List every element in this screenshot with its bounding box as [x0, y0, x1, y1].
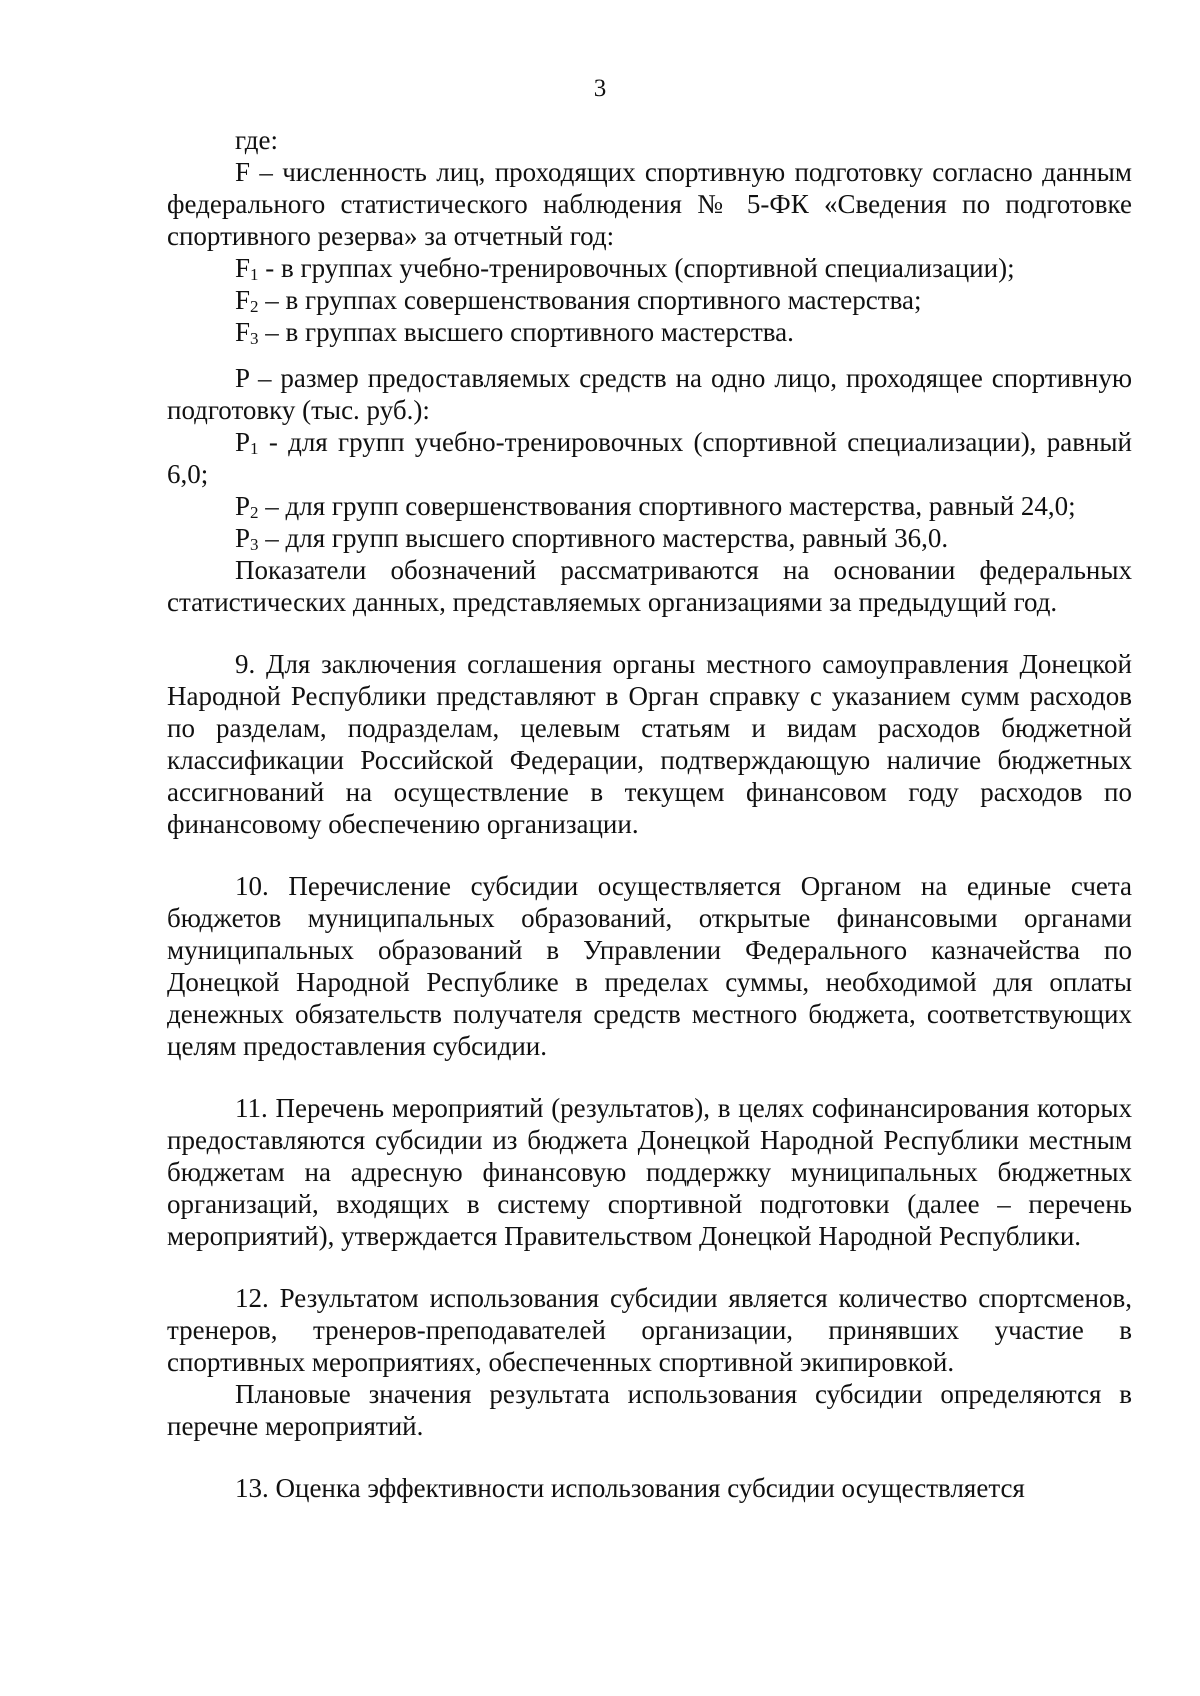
paragraph-f-definition: F – численность лиц, проходящих спортивную подготовку согласно данным федерального статистического наблюдения № 5-ФК «Сведения по подготовке спортивного резерва» за отчетный год:: [167, 157, 1132, 251]
f1-symbol: F: [235, 253, 251, 283]
p2-symbol: P: [235, 491, 251, 521]
paragraph-item-12: 12. Результатом использования субсидии является количество спортсменов, тренеров, тренеров-преподавателей организации, принявших участие в спортивных мероприятиях, обеспеченных спортивной экипировкой.: [167, 1283, 1132, 1377]
paragraph-indicators: Показатели обозначений рассматриваются на основании федеральных статистических данных, представляемых организациями за предыдущий год.: [167, 555, 1132, 617]
p2-subscript: 2: [250, 503, 259, 522]
paragraph-item-10: 10. Перечисление субсидии осуществляется Органом на единые счета бюджетов муниципальных образований, открытые финансовыми органами муниципальных образований в Управлении Федерального казначейства по Донецкой Народной Республике в пределах суммы, необходимой для оплаты денежных обязательств получателя средств местного бюджета, соответствующих целям предоставления субсидии.: [167, 871, 1132, 1061]
paragraph-f1: [167, 252, 1132, 284]
document-body: [167, 124, 1132, 1504]
p2-text: – для групп совершенствования спортивного мастерства, равный 24,0;: [258, 491, 1076, 521]
f1-text: - в группах учебно-тренировочных (спортивной специализации);: [258, 253, 1015, 283]
f3-text: – в группах высшего спортивного мастерства.: [258, 317, 794, 347]
page-number: 3: [593, 75, 607, 102]
f3-symbol: F: [235, 317, 251, 347]
p3-symbol: P: [235, 523, 251, 553]
paragraph-item-13: 13. Оценка эффективности использования субсидии осуществляется: [235, 1473, 1025, 1503]
f2-text: – в группах совершенствования спортивного мастерства;: [258, 285, 922, 315]
paragraph-where: где:: [235, 125, 278, 155]
p1-text: - для групп учебно-тренировочных (спортивной специализации), равный 6,0;: [167, 427, 1132, 489]
p1-symbol: P: [235, 427, 251, 457]
paragraph-f2: [167, 284, 1132, 316]
f3-subscript: 3: [250, 329, 259, 348]
paragraph-item-9: 9. Для заключения соглашения органы местного самоуправления Донецкой Народной Республики представляют в Орган справку с указанием сумм расходов по разделам, подразделам, целевым статьям и видам расходов бюджетной классификации Российской Федерации, подтверждающую наличие бюджетных ассигнований на осуществление в текущем финансовом году расходов по финансовому обеспечению организации.: [167, 649, 1132, 839]
paragraph-item-11: 11. Перечень мероприятий (результатов), в целях софинансирования которых предоставляются субсидии из бюджета Донецкой Народной Республики местным бюджетам на адресную финансовую поддержку муниципальных бюджетных организаций, входящих в систему спортивной подготовки (далее – перечень мероприятий), утверждается Правительством Донецкой Народной Республики.: [167, 1093, 1132, 1251]
paragraph-p2: [167, 490, 1132, 522]
paragraph-p-definition: P – размер предоставляемых средств на одно лицо, проходящее спортивную подготовку (тыс. руб.):: [167, 363, 1132, 425]
paragraph-p3: [167, 522, 1132, 554]
p3-text: – для групп высшего спортивного мастерства, равный 36,0.: [258, 523, 949, 553]
f2-subscript: 2: [250, 297, 259, 316]
paragraph-f3: [167, 316, 1132, 348]
p1-subscript: 1: [250, 439, 259, 458]
f1-subscript: 1: [250, 265, 259, 284]
p3-subscript: 3: [250, 535, 259, 554]
paragraph-p1: [167, 426, 1132, 490]
f2-symbol: F: [235, 285, 251, 315]
paragraph-item-12-plan: Плановые значения результата использования субсидии определяются в перечне мероприятий.: [167, 1379, 1132, 1441]
